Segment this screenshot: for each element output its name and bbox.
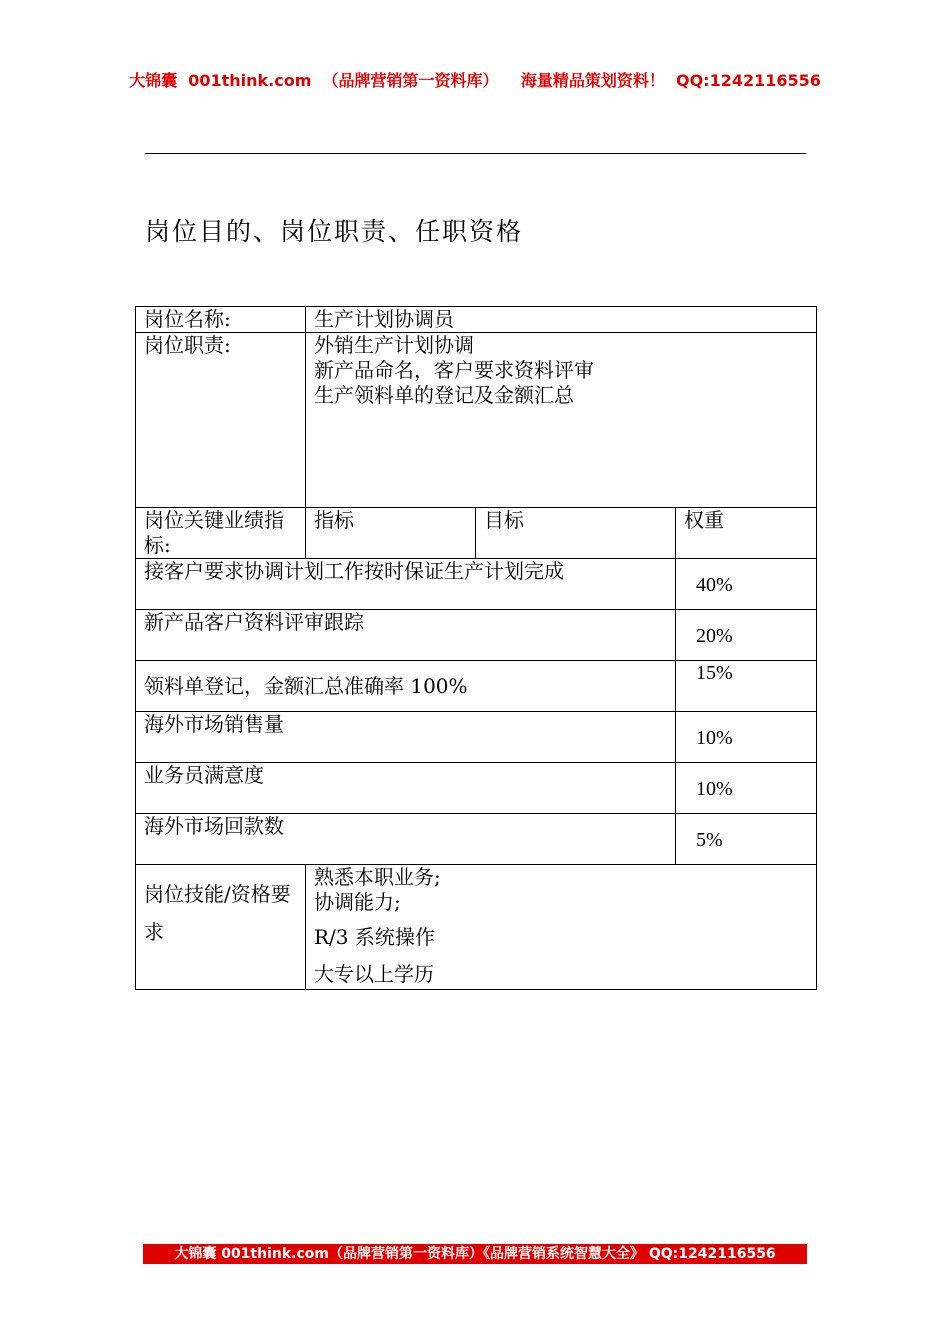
kpi-row <box>136 661 817 712</box>
kpi-label: 岗位关键业绩指标: <box>136 508 306 559</box>
row-job-name <box>136 307 817 333</box>
kpi-header-indicator: 指标 <box>306 508 476 559</box>
kpi-row <box>136 814 817 865</box>
skills-cell <box>306 865 817 990</box>
duties-label: 岗位职责: <box>136 333 306 508</box>
row-skills <box>136 865 817 990</box>
row-duties <box>136 333 817 508</box>
kpi-weight: 20% <box>696 625 733 647</box>
kpi-row <box>136 712 817 763</box>
job-description-table <box>135 306 817 990</box>
duty-item: 外销生产计划协调 <box>314 333 474 357</box>
kpi-weight: 15% <box>696 662 733 684</box>
kpi-item: 新产品客户资料评审跟踪 <box>136 610 676 661</box>
kpi-weight-cell <box>676 661 817 712</box>
skill-item: 大专以上学历 <box>314 962 434 986</box>
kpi-weight-cell <box>676 610 817 661</box>
kpi-item: 海外市场销售量 <box>136 712 676 763</box>
kpi-weight: 10% <box>696 778 733 800</box>
page-title: 岗位目的、岗位职责、任职资格 <box>145 217 524 246</box>
duty-item: 生产领料单的登记及金额汇总 <box>314 383 574 407</box>
kpi-weight-cell <box>676 559 817 610</box>
skill-item: 协调能力; <box>314 890 401 914</box>
kpi-header-weight: 权重 <box>676 508 817 559</box>
kpi-weight: 10% <box>696 727 733 749</box>
skill-item: R/3 系统操作 <box>314 925 435 949</box>
kpi-row <box>136 610 817 661</box>
kpi-item: 接客户要求协调计划工作按时保证生产计划完成 <box>136 559 676 610</box>
job-name-label: 岗位名称: <box>136 307 306 333</box>
kpi-weight-cell <box>676 763 817 814</box>
job-name-value: 生产计划协调员 <box>306 307 817 333</box>
kpi-header-target: 目标 <box>476 508 676 559</box>
skill-item: 熟悉本职业务; <box>314 865 441 889</box>
header-banner-text: 大锦囊 001think.com （品牌营销第一资料库） 海量精品策划资料！ QQ:1242116556 <box>129 71 821 90</box>
kpi-weight: 5% <box>696 829 723 851</box>
kpi-row <box>136 559 817 610</box>
kpi-item: 业务员满意度 <box>136 763 676 814</box>
header-rule <box>145 153 806 154</box>
kpi-row <box>136 763 817 814</box>
duty-item: 新产品命名，客户要求资料评审 <box>314 358 594 382</box>
row-kpi-header <box>136 508 817 559</box>
kpi-item: 领料单登记，金额汇总准确率 100% <box>136 661 676 712</box>
skills-label: 岗位技能/资格要求 <box>136 865 306 990</box>
duties-cell <box>306 333 817 508</box>
kpi-item: 海外市场回款数 <box>136 814 676 865</box>
footer-banner: 大锦囊 001think.com（品牌营销第一资料库）《品牌营销系统智慧大全》 QQ:1242116556 <box>143 1244 807 1264</box>
kpi-weight-cell <box>676 814 817 865</box>
kpi-weight-cell <box>676 712 817 763</box>
kpi-weight: 40% <box>696 574 733 596</box>
